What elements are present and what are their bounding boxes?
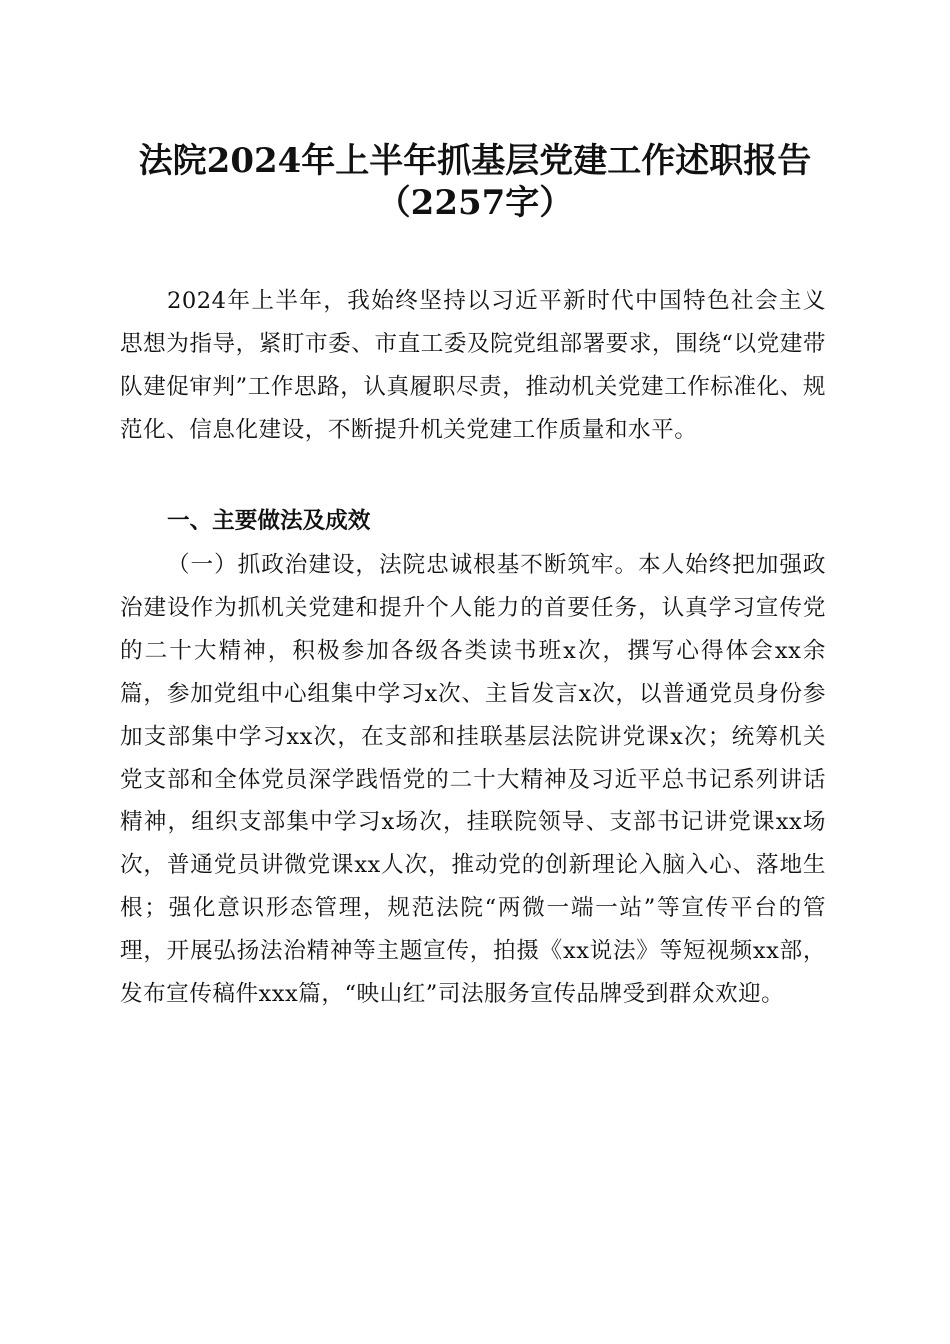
subsection-paragraph: （一）抓政治建设，法院忠诚根基不断筑牢。本人始终把加强政治建设作为抓机关党建和提升个人能力的首要任务，认真学习宣传党的二十大精神，积极参加各级各类读书班x次，撰写心得体会xx余篇，参加党组中心组集中学习x次、主旨发言x次，以普通党员身份参加支部集中学习xx次，在支部和挂联基层法院讲党课x次；统筹机关党支部和全体党员深学践悟党的二十大精神及习近平总书记系列讲话精神，组织支部集中学习x场次，挂联院领导、支部书记讲党课xx场次，普通党员讲微党课xx人次，推动党的创新理论入脑入心、落地生根；强化意识形态管理，规范法院“两微一端一站”等宣传平台的管理，开展弘扬法治精神等主题宣传，拍摄《xx说法》等短视频xx部，发布宣传稿件xxx篇，“映山红”司法服务宣传品牌受到群众欢迎。 bbox=[120, 552, 826, 1008]
document-title: 法院2024年上半年抓基层党建工作述职报告 bbox=[138, 141, 812, 181]
section-heading: 一、主要做法及成效 bbox=[167, 508, 371, 534]
document-word-count: （2257字） bbox=[376, 183, 574, 223]
intro-paragraph: 2024年上半年，我始终坚持以习近平新时代中国特色社会主义思想为指导，紧盯市委、市直工委及院党组部署要求，围绕“以党建带队建促审判”工作思路，认真履职尽责，推动机关党建工作标准化、规范化、信息化建设，不断提升机关党建工作质量和水平。 bbox=[120, 288, 826, 443]
